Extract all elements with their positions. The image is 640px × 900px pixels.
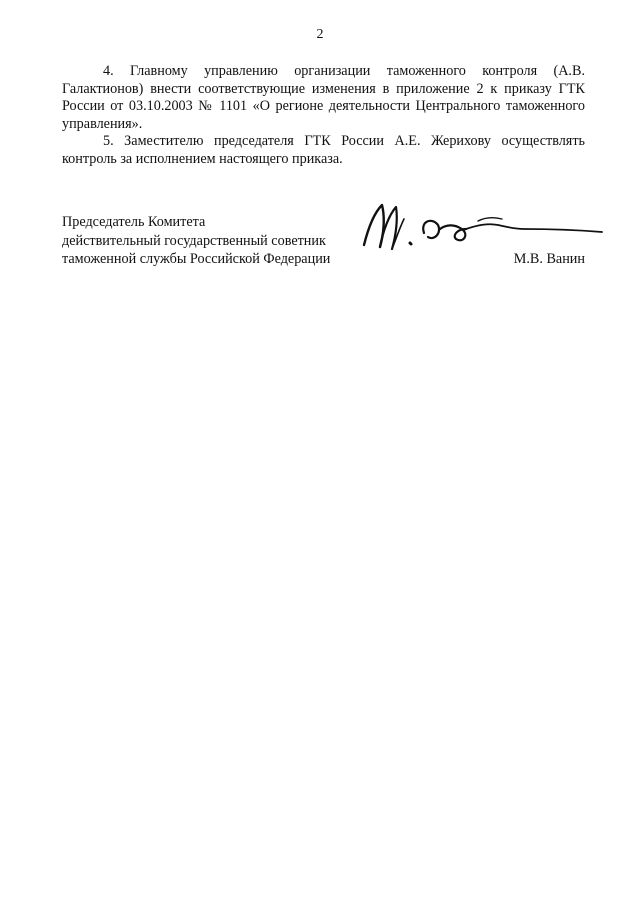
signer-title-line: таможенной службы Российской Федерации xyxy=(62,251,331,267)
document-body xyxy=(62,63,585,168)
signer-title xyxy=(62,213,330,269)
page-number: 2 xyxy=(316,27,324,42)
signer-name: М.В. Ванин xyxy=(513,251,585,267)
paragraph-5: 5. Заместителю председателя ГТК России А.Е. Жерихову осуществлять контроль за исполнением настоящего приказа. xyxy=(62,133,585,167)
paragraph-4: 4. Главному управлению организации таможенного контроля (А.В. Галактионов) внести соответствующие изменения в приложение 2 к приказу ГТК России от 03.10.2003 № 1101 «О регионе деятельности Центрального таможенного управления». xyxy=(62,63,585,132)
signature-block xyxy=(62,213,585,273)
signer-title-line: Председатель Комитета xyxy=(62,214,206,230)
signer-title-line: действительный государственный советник xyxy=(62,232,326,249)
